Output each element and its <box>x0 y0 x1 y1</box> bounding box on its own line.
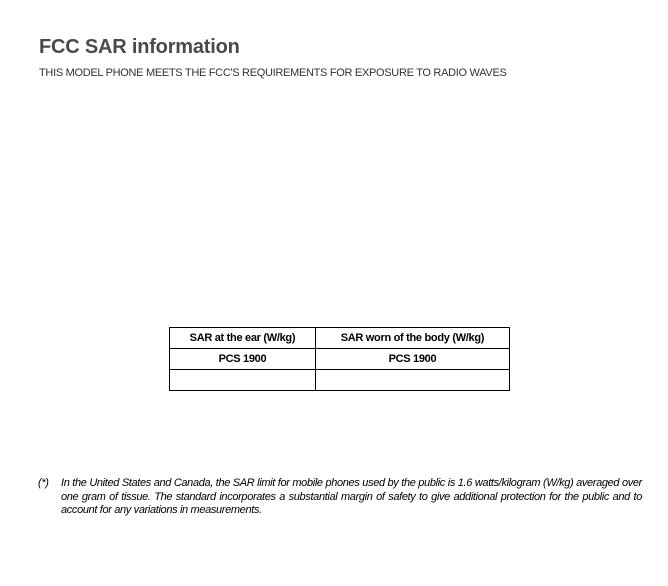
page-title: FCC SAR information <box>39 36 240 58</box>
page-subtitle: THIS MODEL PHONE MEETS THE FCC'S REQUIREMENTS FOR EXPOSURE TO RADIO WAVES <box>39 67 507 79</box>
table-row <box>170 370 510 391</box>
table-row <box>170 349 510 370</box>
footnote-text: In the United States and Canada, the SAR limit for mobile phones used by the public is 1.6 watts/kilogram (W/kg) averaged over one gram of tissue. The standard incorporates a substantial margin of safety to give additional protection for the public and to account for any variations in measurements. <box>61 477 642 516</box>
cell-ear-value <box>170 370 316 391</box>
sar-table-header-row <box>170 328 510 349</box>
cell-body-band: PCS 1900 <box>315 349 509 370</box>
header-sar-body: SAR worn of the body (W/kg) <box>315 328 509 349</box>
footnote <box>38 477 642 518</box>
footnote-marker: (*) <box>38 477 49 489</box>
cell-ear-band: PCS 1900 <box>170 349 316 370</box>
sar-table <box>169 327 510 391</box>
header-sar-ear: SAR at the ear (W/kg) <box>170 328 316 349</box>
cell-body-value <box>315 370 509 391</box>
